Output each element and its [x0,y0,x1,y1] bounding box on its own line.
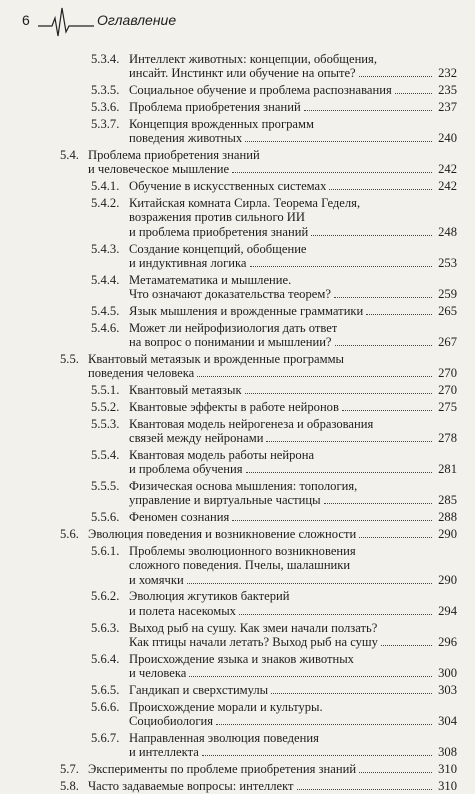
toc-entry[interactable] [0,779,475,793]
toc-entry-page: 242 [438,179,457,194]
toc-entry[interactable] [0,117,475,146]
toc-entry-title-line: Феномен сознания [129,510,230,525]
toc-entry-number: 5.5.6. [91,510,120,525]
toc-entry-number: 5.4. [60,147,79,162]
toc-entry-title-line: Квантовый метаязык и врожденные программы [88,351,345,366]
toc-entry[interactable] [0,683,475,697]
toc-entry[interactable] [0,179,475,193]
toc-entry-title-line: и хомячки [129,572,184,587]
toc-entry-page: 294 [438,603,457,618]
dot-leader [359,66,432,77]
toc-entry-title-line: Квантовый метаязык [129,383,242,398]
toc-entry-number: 5.4.3. [91,241,120,256]
dot-leader [239,604,432,615]
toc-entry-title-line: и интеллекта [129,745,199,760]
toc-entry-page: 300 [438,666,457,681]
toc-entry-title-line: Происхождение морали и культуры. [129,699,323,714]
toc-entry-number: 5.3.4. [91,52,120,66]
toc-entry[interactable] [0,304,475,318]
toc-entry[interactable] [0,148,475,177]
dot-leader [271,683,432,694]
dot-leader [245,383,432,394]
toc-entry[interactable] [0,731,475,760]
toc-entry-title-line: и проблема приобретения знаний [129,224,309,239]
toc-entry-number: 5.6.3. [91,620,120,635]
dot-leader [266,431,432,442]
toc-entry[interactable] [0,527,475,541]
toc-entry-title-line: и человеческое мышление [88,162,230,177]
toc-entry-title-line: Проблема приобретения знаний [88,147,260,162]
toc-entry-page: 259 [438,287,457,302]
toc-entry-number: 5.3.7. [91,116,120,131]
page-number: 6 [22,12,30,28]
toc-entry-title-line: инсайт. Инстинкт или обучение на опыте? [129,66,356,81]
toc-entry-title-line: Квантовая модель нейрогенеза и образования [129,416,374,431]
toc-entry-number: 5.8. [60,778,79,793]
toc-entry[interactable] [0,762,475,776]
toc-entry-title-line: Эволюция поведения и возникновение сложности [88,526,357,541]
toc-entry-title-line: Китайская комната Сирла. Теорема Геделя, [129,195,361,210]
dot-leader [250,256,432,267]
dot-leader [359,762,432,773]
toc-entry-title-line: Создание концепций, обобщение [129,241,307,256]
toc-entry-title-line: Происхождение языка и знаков животных [129,651,354,666]
toc-entry-title-line: Часто задаваемые вопросы: интеллект [88,778,294,793]
toc-entry-page: 265 [438,303,457,318]
toc-entry-number: 5.5.1. [91,383,120,398]
toc-entry-title-line: Физическая основа мышления: топология, [129,478,358,493]
toc-entry-title-line: поведения человека [88,366,195,381]
toc-entry-title-line: поведения животных [129,131,243,146]
toc-entry[interactable] [0,100,475,114]
toc-entry-number: 5.6.2. [91,589,120,604]
dot-leader [324,493,432,504]
toc-entry-page: 290 [438,526,457,541]
toc-entry-title-line: Обучение в искусственных системах [129,179,327,194]
toc-entry-number: 5.6. [60,526,79,541]
toc-entry[interactable] [0,589,475,618]
toc-entry-number: 5.6.1. [91,543,120,558]
toc-entry-number: 5.4.2. [91,195,120,210]
dot-leader [189,666,432,677]
toc-entry-number: 5.4.1. [91,179,120,194]
toc-entry-title-line: возражения против сильного ИИ [129,210,305,225]
toc-entry-page: 308 [438,745,457,760]
toc-entry-page: 303 [438,682,457,697]
dot-leader [297,779,432,790]
toc-entry-title-line: связей между нейронами [129,430,264,445]
toc-entry-title-line: Квантовая модель работы нейрона [129,447,315,462]
dot-leader [359,527,432,538]
toc-entry-page: 290 [438,572,457,587]
toc-entry-page: 267 [438,335,457,350]
toc-entry-title-line: Язык мышления и врожденные грамматики [129,303,364,318]
toc-entry[interactable] [0,273,475,302]
toc-entry[interactable] [0,83,475,97]
toc-entry-title-line: Как птицы начали летать? Выход рыб на сушу [129,634,378,649]
dot-leader [246,462,432,473]
toc-entry-number: 5.5. [60,351,79,366]
toc-entry-page: 235 [438,83,457,98]
toc-entry-number: 5.5.4. [91,447,120,462]
toc-entry-number: 5.4.5. [91,303,120,318]
dot-leader [216,714,432,725]
toc-entry-page: 270 [438,366,457,381]
heartbeat-icon [38,6,98,40]
toc-entry-title-line: Выход рыб на сушу. Как змеи начали ползать? [129,620,378,635]
toc-entry-title-line: на вопрос о понимании и мышлении? [129,335,332,350]
dot-leader [395,83,432,94]
toc-entry[interactable] [0,700,475,729]
toc-entry-number: 5.3.5. [91,83,120,98]
toc-entry[interactable] [0,510,475,524]
toc-entry-title-line: сложного поведения. Пчелы, шалашники [129,558,351,573]
toc-entry-title-line: Социальное обучение и проблема распознавания [129,83,392,98]
toc-entry-number: 5.4.6. [91,320,120,335]
toc-entry-title-line: и человека [129,666,187,681]
toc-entry-page: 253 [438,255,457,270]
toc-entry[interactable] [0,352,475,381]
toc-entry-page: 288 [438,510,457,525]
toc-entry-page: 248 [438,224,457,239]
toc-entry-page: 237 [438,99,457,114]
toc-entry-number: 5.6.4. [91,651,120,666]
toc-entry-title-line: Гандикап и сверхстимулы [129,682,269,697]
toc-entry-page: 310 [438,762,457,777]
toc-entry-number: 5.6.6. [91,699,120,714]
toc-entry-page: 285 [438,493,457,508]
toc-entry-page: 304 [438,714,457,729]
running-header-title: Оглавление [97,12,177,28]
dot-leader [232,510,432,521]
toc-entry-page: 278 [438,430,457,445]
toc-entry[interactable] [0,448,475,477]
toc-entry-title-line: Эксперименты по проблеме приобретения знаний [88,762,357,777]
toc-entry-number: 5.5.5. [91,478,120,493]
toc-entry-title-line: Может ли нейрофизиология дать ответ [129,320,338,335]
toc-entry-page: 240 [438,131,457,146]
dot-leader [202,745,432,756]
dot-leader [366,304,432,315]
toc-entry-title-line: и индуктивная логика [129,255,247,270]
toc-entry[interactable] [0,544,475,587]
toc-entry[interactable] [0,621,475,650]
toc-entry-title-line: Метаматематика и мышление. [129,272,292,287]
toc-entry[interactable] [0,242,475,271]
dot-leader [381,635,432,646]
toc-entry-number: 5.7. [60,762,79,777]
toc-entry[interactable] [0,417,475,446]
toc-entry[interactable] [0,52,475,81]
dot-leader [197,366,432,377]
toc-entry-number: 5.4.4. [91,272,120,287]
toc-entry-page: 232 [438,66,457,81]
toc-entry-page: 275 [438,399,457,414]
toc-entry-title-line: и полета насекомых [129,603,236,618]
dot-leader [335,335,432,346]
toc-entry-number: 5.3.6. [91,99,120,114]
toc-entry-title-line: Проблемы эволюционного возникновения [129,543,356,558]
toc-entry-page: 296 [438,634,457,649]
toc-entry-number: 5.5.2. [91,399,120,414]
toc-entry-title-line: Квантовые эффекты в работе нейронов [129,399,339,414]
dot-leader [187,573,432,584]
toc-entry-page: 281 [438,462,457,477]
toc-entry-title-line: Что означают доказательства теорем? [129,287,331,302]
toc-entry-title-line: Концепция врожденных программ [129,116,314,131]
toc-entry-title-line: Социобиология [129,714,214,729]
toc-entry[interactable] [0,196,475,239]
dot-leader [311,225,432,236]
toc-entry-title-line: Направленная эволюция поведения [129,730,319,745]
page-header [22,12,457,42]
toc-entry-title-line: и проблема обучения [129,462,243,477]
toc-entry[interactable] [0,321,475,350]
toc-entry-page: 270 [438,383,457,398]
toc-entry-title-line: Интеллект животных: концепции, обобщения, [129,52,377,66]
toc-entry-title-line: Эволюция жгутиков бактерий [129,589,290,604]
dot-leader [245,131,432,142]
toc-entry[interactable] [0,652,475,681]
toc-entry[interactable] [0,400,475,414]
toc-entry[interactable] [0,479,475,508]
toc-entry-title-line: Проблема приобретения знаний [129,99,301,114]
dot-leader [342,400,432,411]
toc-entry-page: 310 [438,778,457,793]
toc-entry-title-line: управление и виртуальные частицы [129,493,321,508]
toc-entry-number: 5.6.7. [91,730,120,745]
dot-leader [304,100,432,111]
toc-entry-number: 5.6.5. [91,682,120,697]
dot-leader [232,162,432,173]
toc-entry-number: 5.5.3. [91,416,120,431]
toc-entry-page: 242 [438,162,457,177]
toc-entry[interactable] [0,383,475,397]
dot-leader [334,287,432,298]
dot-leader [329,179,432,190]
